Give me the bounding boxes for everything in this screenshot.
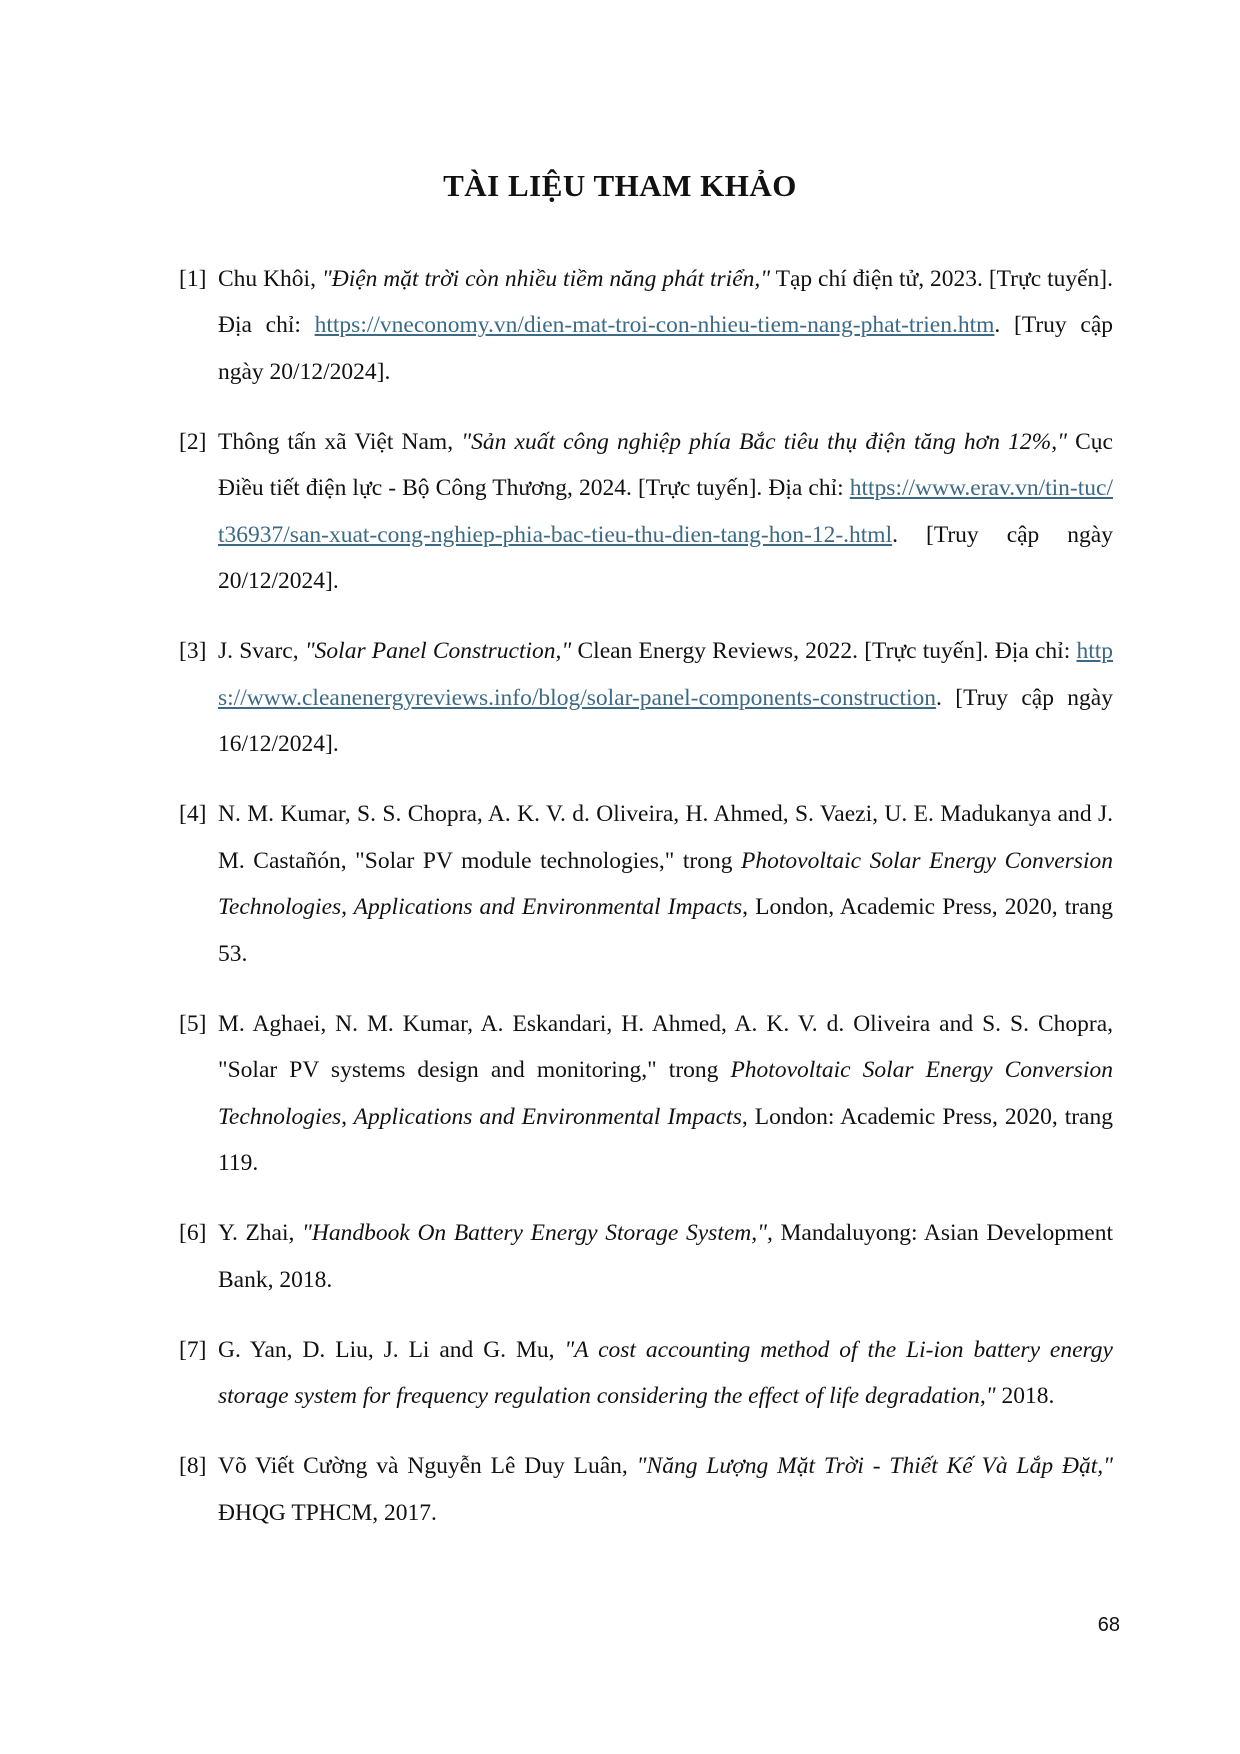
reference-text: ĐHQG TPHCM, 2017. <box>218 1499 437 1526</box>
reference-item-6 <box>179 1210 1113 1303</box>
reference-text: Tạp chí điện tử, 2023. [Trực tuyến]. Địa chỉ: <box>218 265 1113 338</box>
reference-list <box>179 232 1113 1558</box>
page-number: 68 <box>1097 1614 1120 1636</box>
reference-text: 2018. <box>995 1383 1055 1409</box>
reference-number: [8] <box>179 1453 207 1479</box>
reference-number: [4] <box>179 801 207 827</box>
reference-link[interactable]: https://www.erav.vn/tin-tuc/t36937/san-xuat-cong-nghiep-phia-bac-tieu-thu-dien-tang-hon-12-.html <box>218 475 1113 548</box>
reference-item-1 <box>179 256 1113 396</box>
reference-item-4 <box>179 791 1113 977</box>
reference-text: M. Aghaei, N. M. Kumar, A. Eskandari, H. Ahmed, A. K. V. d. Oliveira and S. S. Chopra, "Solar PV systems design and monitoring," trong <box>218 1010 1113 1083</box>
reference-text: Clean Energy Reviews, 2022. [Trực tuyến]. Địa chỉ: <box>571 638 1077 664</box>
reference-text: Võ Viết Cường và Nguyễn Lê Duy Luân, <box>218 1453 637 1479</box>
reference-item-8 <box>179 1443 1113 1536</box>
reference-text: , London: Academic Press, 2020, trang 119. <box>218 1103 1113 1176</box>
reference-title: "Sản xuất công nghiệp phía Bắc tiêu thụ điện tăng hơn 12%," <box>461 428 1067 455</box>
reference-book-title: Photovoltaic Solar Energy Conversion Technologies, Applications and Environmental Impacts <box>218 847 1113 920</box>
reference-item-5 <box>179 1001 1113 1187</box>
reference-number: [1] <box>179 265 207 292</box>
reference-number: [6] <box>179 1220 207 1246</box>
reference-link[interactable]: https://www.cleanenergyreviews.info/blog/solar-panel-components-construction <box>218 638 1114 711</box>
reference-title: "A cost accounting method of the Li-ion battery energy storage system for frequency regulation considering the effect of life degradation," <box>218 1336 1113 1409</box>
reference-book-title: Photovoltaic Solar Energy Conversion Technologies, Applications and Environmental Impacts <box>218 1057 1113 1130</box>
reference-access-date: . [Truy cập ngày 20/12/2024]. <box>218 312 1114 385</box>
reference-text: , London, Academic Press, 2020, trang 53. <box>218 894 1113 967</box>
reference-text: Y. Zhai, <box>218 1220 303 1246</box>
reference-title: "Solar Panel Construction," <box>304 638 572 664</box>
reference-access-date: . [Truy cập ngày 20/12/2024]. <box>218 521 1113 594</box>
reference-text: Cục Điều tiết điện lực - Bộ Công Thương, 2024. [Trực tuyến]. Địa chỉ: <box>218 428 1113 501</box>
reference-text: Chu Khôi, <box>218 265 322 292</box>
reference-text: J. Svarc, <box>218 638 305 664</box>
reference-number: [2] <box>179 428 207 455</box>
reference-title: "Năng Lượng Mặt Trời - Thiết Kế Và Lắp Đặt," <box>636 1453 1113 1479</box>
reference-item-2 <box>179 419 1113 605</box>
reference-text: Thông tấn xã Việt Nam, <box>218 428 462 455</box>
reference-title: "Handbook On Battery Energy Storage System,", <box>302 1220 773 1246</box>
reference-title: "Điện mặt trời còn nhiều tiềm năng phát triển," <box>321 265 771 292</box>
reference-access-date: . [Truy cập ngày 16/12/2024]. <box>218 684 1113 757</box>
reference-text: N. M. Kumar, S. S. Chopra, A. K. V. d. Oliveira, H. Ahmed, S. Vaezi, U. E. Madukanya and J. M. Castañón, "Solar PV module technologies," trong <box>218 801 1113 874</box>
reference-item-3 <box>179 628 1113 768</box>
reference-number: [5] <box>179 1010 207 1037</box>
page-title: TÀI LIỆU THAM KHẢO <box>443 168 797 203</box>
reference-item-7 <box>179 1327 1113 1420</box>
reference-text: G. Yan, D. Liu, J. Li and G. Mu, <box>218 1336 565 1363</box>
reference-link[interactable]: https://vneconomy.vn/dien-mat-troi-con-nhieu-tiem-nang-phat-trien.htm <box>314 312 995 338</box>
reference-text: Mandaluyong: Asian Development Bank, 2018. <box>218 1220 1113 1293</box>
reference-number: [7] <box>179 1336 207 1363</box>
reference-number: [3] <box>179 638 207 664</box>
